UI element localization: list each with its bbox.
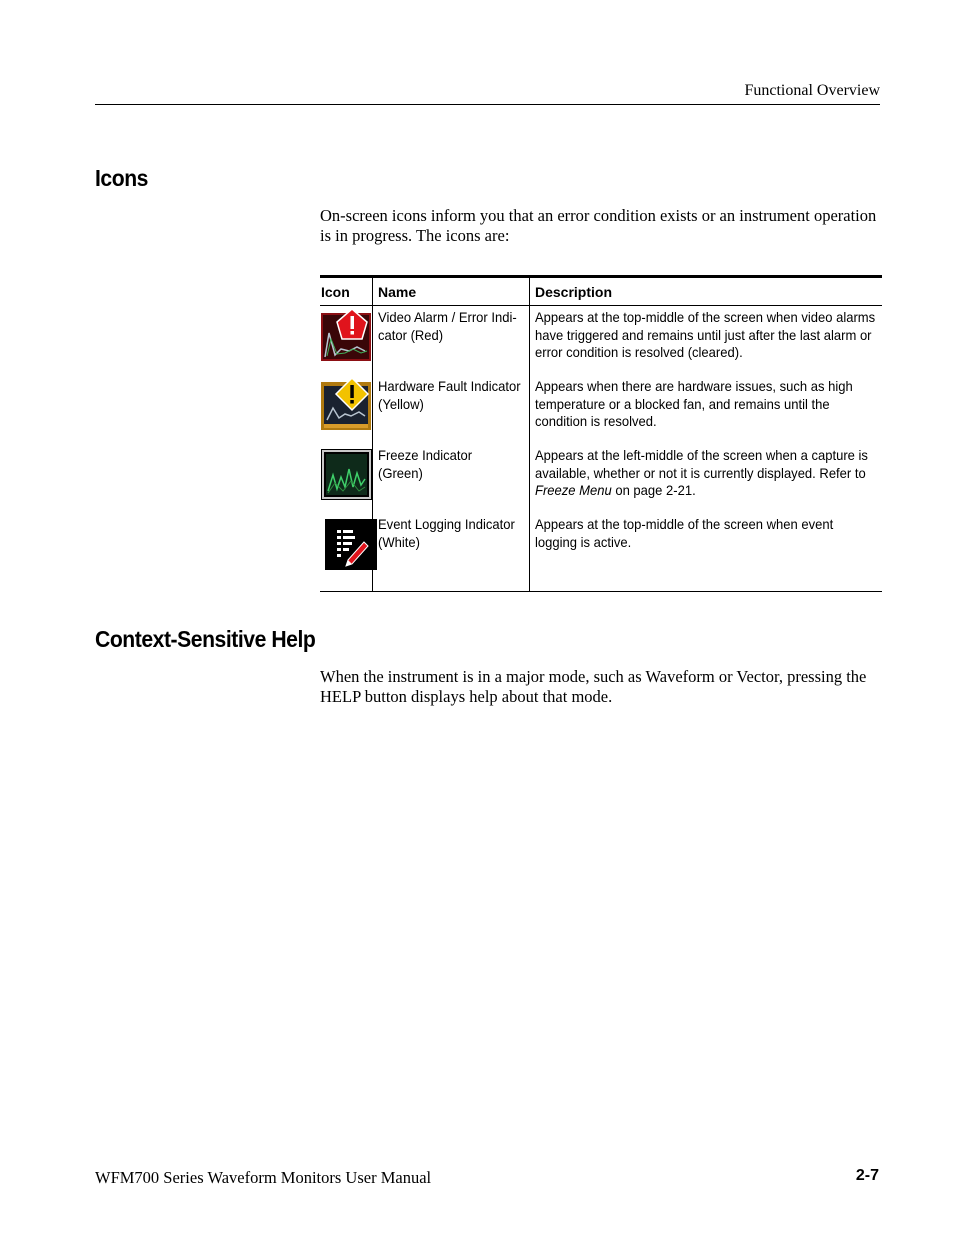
- icons-heading: Icons: [95, 165, 148, 191]
- description-text: Appears at the top-middle of the screen when event logging is active.: [535, 516, 834, 550]
- name-line-2: (Yellow): [378, 395, 424, 412]
- icons-table: [320, 275, 882, 592]
- description-cell: [530, 513, 883, 592]
- description-text: [535, 447, 875, 500]
- description-cell: [530, 444, 883, 513]
- icon-cell: [320, 375, 373, 444]
- name-line-1: Hardware Fault Indicator: [378, 378, 521, 394]
- table-row: [320, 444, 882, 513]
- freeze-menu-reference: Freeze Menu: [535, 482, 612, 498]
- icon-cell: [320, 444, 373, 513]
- name-cell: [373, 513, 530, 592]
- name-cell: [373, 444, 530, 513]
- description-text-after: on page 2-21.: [611, 482, 696, 498]
- icon-cell: [320, 513, 373, 592]
- video-alarm-icon: [321, 309, 373, 361]
- name-line-1: Event Logging Indicator: [378, 516, 515, 532]
- description-text: Appears at the top-middle of the screen when video alarms have triggered and remains until just after the last alarm or error condition is resolved (cleared).: [535, 309, 876, 360]
- running-header-title: Functional Overview: [744, 82, 880, 99]
- table-row: [320, 375, 882, 444]
- name-line-1: Video Alarm / Error Indi-: [378, 309, 517, 325]
- column-header-name: Name: [373, 277, 530, 306]
- event-logging-icon: [324, 516, 380, 572]
- description-text-before: Appears at the left-middle of the screen when a capture is available, whether or not it is currently displayed. Refer to: [535, 447, 868, 481]
- name-line-2: (Green): [378, 464, 423, 481]
- description-text: Appears when there are hardware issues, such as high temperature or a blocked fan, and remains until the condition is resolved.: [535, 378, 853, 429]
- name-cell: [373, 306, 530, 376]
- name-line-2: (White): [378, 533, 420, 550]
- column-header-icon: Icon: [320, 277, 373, 306]
- name-line-1: Freeze Indicator: [378, 447, 473, 463]
- name-line-2: cator (Red): [378, 326, 444, 343]
- name-cell: [373, 375, 530, 444]
- running-header: [95, 80, 880, 105]
- hardware-fault-icon: [321, 378, 373, 432]
- table-row: [320, 306, 882, 376]
- footer-page-number: 2-7: [855, 1167, 879, 1184]
- description-cell: [530, 375, 883, 444]
- context-help-paragraph: When the instrument is in a major mode, such as Waveform or Vector, pressing the HELP button displays help about that mode.: [320, 667, 867, 706]
- icons-intro-paragraph: On-screen icons inform you that an error condition exists or an instrument operation is in progress. The icons are:: [320, 206, 877, 245]
- table-row: [320, 513, 882, 592]
- footer-manual-title: WFM700 Series Waveform Monitors User Manual: [95, 1168, 432, 1187]
- icon-cell: [320, 306, 373, 376]
- description-cell: [530, 306, 883, 376]
- freeze-icon: [321, 447, 373, 501]
- context-help-heading: Context-Sensitive Help: [95, 626, 316, 652]
- icons-table-header-row: [320, 277, 882, 306]
- column-header-description: Description: [530, 277, 883, 306]
